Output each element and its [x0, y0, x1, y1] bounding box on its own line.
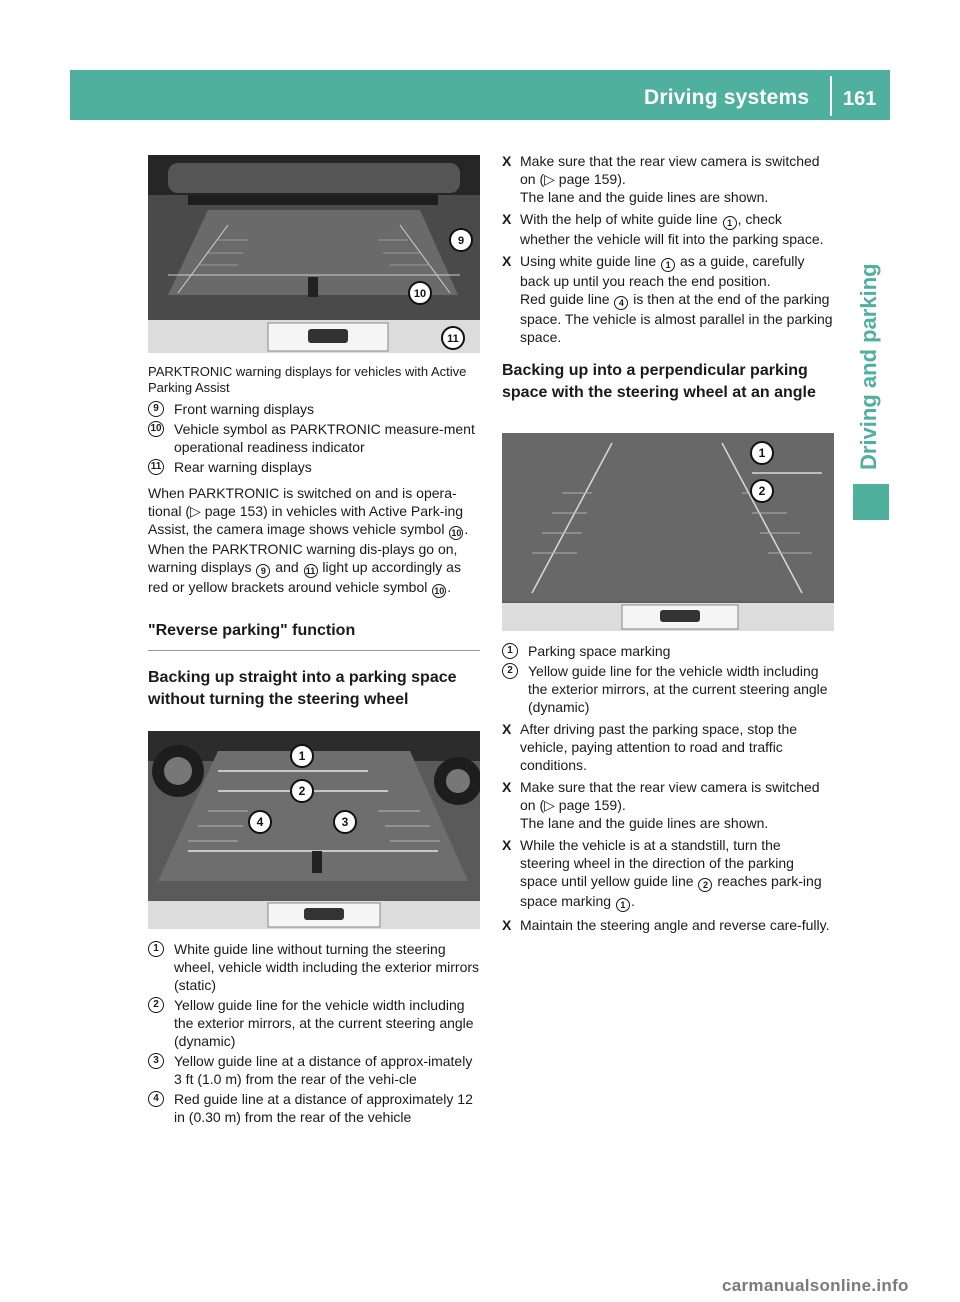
instruction-step	[502, 252, 834, 346]
svg-text:11: 11	[447, 333, 459, 345]
right-column-list	[502, 640, 834, 934]
text: After driving past the parking space, stop the vehicle, paying attention to road and traffic conditions.	[520, 721, 798, 773]
svg-text:2: 2	[298, 784, 306, 798]
callout-marker: 11	[304, 564, 318, 578]
text: is then at the end of the parking space. The vehicle is almost parallel in the parking space.	[520, 291, 833, 345]
step-arrow-icon: X	[502, 153, 512, 169]
text: With the help of white guide line	[520, 211, 722, 227]
list-item	[502, 662, 834, 716]
svg-text:9: 9	[457, 235, 465, 247]
callout-marker: 10	[451, 528, 462, 538]
text: reaches park-ing space marking	[520, 873, 822, 909]
step-arrow-icon: X	[502, 721, 512, 737]
list-item	[148, 420, 480, 456]
sidebar-marker	[853, 484, 889, 520]
text: Using white guide line	[520, 253, 661, 269]
divider	[148, 650, 480, 651]
photo1-caption: PARKTRONIC warning displays for vehicles with Active Parking Assist	[148, 364, 467, 395]
callout-marker: 1	[616, 898, 630, 912]
callout-marker: 10	[148, 421, 164, 437]
instruction-step	[502, 836, 834, 912]
list-item	[148, 940, 480, 994]
callout-marker: 11	[148, 459, 164, 475]
text: Red guide line	[520, 291, 614, 307]
callout-marker: 9	[148, 401, 164, 417]
list-item-text: Yellow guide line at a distance of approx-imately 3 ft (1.0 m) from the rear of the vehi-cle	[174, 1053, 473, 1087]
text: .	[447, 579, 452, 595]
step-arrow-icon: X	[502, 917, 512, 933]
text: The lane and the guide lines are shown.	[520, 189, 769, 205]
svg-text:1: 1	[298, 749, 306, 763]
heading-angle: Backing up into a perpendicular parking space with the steering wheel at an angle	[502, 362, 816, 401]
list-item	[502, 642, 834, 660]
header-separator	[830, 76, 832, 116]
camera-image-straight	[148, 731, 480, 929]
instruction-step	[502, 778, 834, 832]
svg-text:1: 1	[758, 446, 766, 460]
text: light up accordingly as red or yellow brackets around vehicle symbol	[148, 559, 461, 595]
callout-marker: 4	[148, 1091, 164, 1107]
page-section-title: Driving systems	[644, 86, 810, 109]
callout-marker: 4	[614, 296, 628, 310]
list-item	[148, 996, 480, 1050]
text: , check whether the vehicle will fit into the parking space.	[520, 211, 824, 247]
step-arrow-icon: X	[502, 211, 512, 227]
step-arrow-icon: X	[502, 253, 512, 269]
text: Make sure that the rear view camera is switched on (	[520, 153, 820, 187]
text: as a guide, carefully back up until you reach the end position.	[520, 253, 805, 289]
list-item	[148, 400, 480, 418]
text: When PARKTRONIC is switched on and is opera-tional (	[148, 485, 457, 519]
callout-marker: 1	[723, 216, 737, 230]
paragraph-parktronic	[148, 484, 480, 598]
left-column	[148, 364, 480, 711]
list-item-text: Yellow guide line for the vehicle width including the exterior mirrors, at the current steering angle (dynamic)	[528, 663, 828, 715]
callout-marker: 3	[148, 1053, 164, 1069]
text: page 159).	[554, 797, 626, 813]
list-item-text: Rear warning displays	[174, 459, 312, 475]
instruction-step	[502, 152, 834, 206]
list-item-text: Red guide line at a distance of approximately 12 in (0.30 m) from the rear of the vehicle	[174, 1091, 473, 1125]
page-ref-icon: ▷	[544, 797, 555, 813]
footer-watermark[interactable]: carmanualsonline.info	[722, 1276, 909, 1295]
text: The lane and the guide lines are shown.	[520, 815, 769, 831]
right-column	[502, 152, 834, 404]
page-number: 161	[843, 88, 877, 110]
instruction-step	[502, 720, 834, 774]
camera-image-angle	[502, 433, 834, 631]
callout-marker: 1	[661, 258, 675, 272]
text: page 159).	[554, 171, 626, 187]
list-item-text: Parking space marking	[528, 643, 671, 659]
text: page 153) in vehicles with Active Park-ing Assist, the camera image shows vehicle symbol	[148, 503, 464, 537]
callout-marker: 2	[502, 663, 518, 679]
text: and	[271, 559, 303, 575]
page-ref-icon: ▷	[190, 503, 201, 519]
camera-image-parktronic	[148, 155, 480, 353]
callout-marker: 2	[698, 878, 712, 892]
text: Maintain the steering angle and reverse care-fully.	[520, 917, 830, 933]
text: While the vehicle is at a standstill, turn the steering wheel in the direction of the parking space until yellow guide line	[520, 837, 794, 889]
step-arrow-icon: X	[502, 779, 512, 795]
svg-text:10: 10	[413, 288, 427, 300]
svg-text:2: 2	[758, 484, 766, 498]
list-item	[148, 1090, 480, 1126]
left-column-list	[148, 938, 480, 1126]
sidebar-section-label: Driving and parking	[856, 263, 881, 470]
callout-marker: 9	[256, 564, 270, 578]
heading-straight: Backing up straight into a parking space without turning the steering wheel	[148, 669, 457, 708]
text: .	[630, 893, 635, 909]
list-item	[148, 458, 480, 476]
svg-text:3: 3	[341, 815, 349, 829]
text: Make sure that the rear view camera is switched on (	[520, 779, 820, 813]
callout-marker: 10	[434, 586, 445, 596]
svg-text:4: 4	[256, 815, 264, 829]
list-item-text: Front warning displays	[174, 401, 315, 417]
list-item-text: Vehicle symbol as PARKTRONIC measure-ment operational readiness indicator	[174, 421, 475, 455]
text: . When the PARKTRONIC warning dis-plays go on, warning displays	[148, 521, 469, 575]
callout-marker: 2	[148, 997, 164, 1013]
list-item-text: Yellow guide line for the vehicle width including the exterior mirrors, at the current steering angle (dynamic)	[174, 997, 474, 1049]
instruction-step	[502, 916, 834, 934]
list-item-text: White guide line without turning the steering wheel, vehicle width including the exterior mirrors (static)	[174, 941, 480, 993]
callout-marker: 1	[502, 643, 518, 659]
callout-marker: 1	[148, 941, 164, 957]
page-ref-icon: ▷	[544, 171, 555, 187]
step-arrow-icon: X	[502, 837, 512, 853]
heading-reverse-parking: "Reverse parking" function	[148, 622, 356, 639]
list-item	[148, 1052, 480, 1088]
instruction-step	[502, 210, 834, 248]
